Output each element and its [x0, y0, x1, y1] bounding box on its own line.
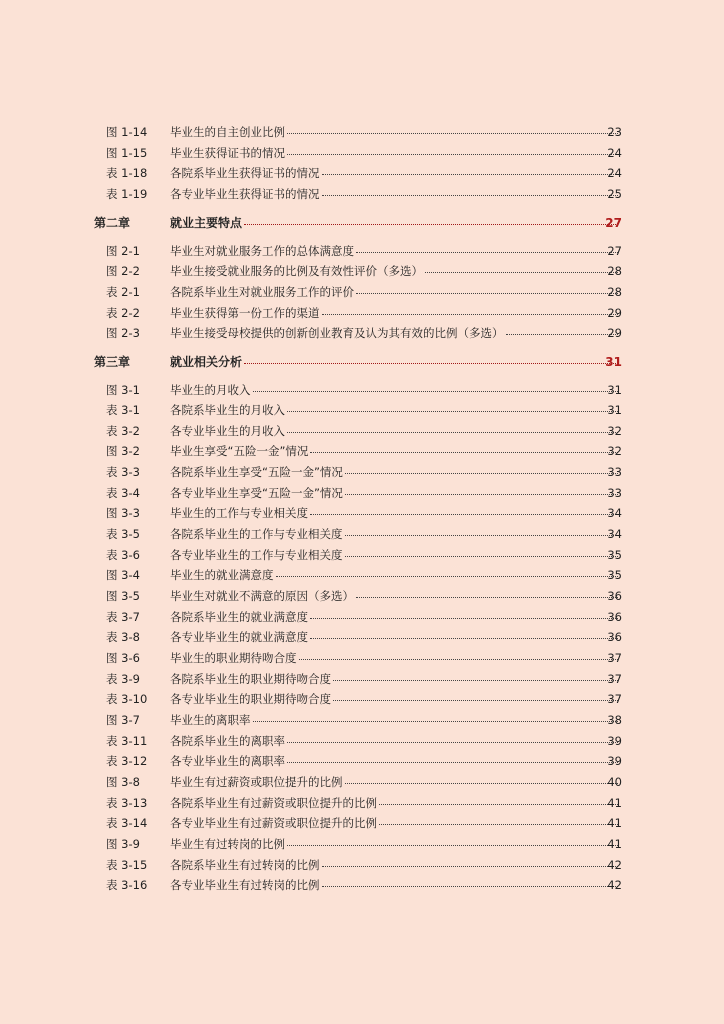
toc-entry-label: 表 3-2	[106, 424, 140, 438]
toc-entry-page: 29	[607, 326, 622, 340]
toc-entry-page: 40	[607, 775, 622, 789]
toc-entry-title: 各院系毕业生有过薪资或职位提升的比例	[170, 794, 620, 812]
toc-entry-page: 38	[607, 713, 622, 727]
toc-entry[interactable]	[0, 442, 724, 460]
toc-entry-label: 表 3-15	[106, 858, 148, 872]
toc-entry-page: 35	[607, 548, 622, 562]
toc-entry-title: 就业主要特点	[170, 214, 620, 232]
toc-entry[interactable]	[0, 164, 724, 182]
toc-entry[interactable]	[0, 185, 724, 203]
dot-leader	[299, 658, 619, 660]
toc-entry-page: 36	[607, 630, 622, 644]
toc-entry-title: 各专业毕业生的工作与专业相关度	[170, 546, 620, 564]
toc-entry[interactable]	[0, 304, 724, 322]
toc-entry-title: 各专业毕业生的离职率	[170, 752, 620, 770]
toc-entry-label: 表 3-8	[106, 630, 140, 644]
dot-leader	[287, 431, 618, 433]
toc-entry-title: 各院系毕业生享受“五险一金”情况	[170, 463, 620, 481]
dot-leader	[244, 223, 618, 225]
toc-entry-label: 图 3-2	[106, 444, 140, 458]
toc-entry-label: 表 3-7	[106, 610, 140, 624]
toc-entry-title: 各院系毕业生的离职率	[170, 732, 620, 750]
toc-entry-label: 表 3-6	[106, 548, 140, 562]
toc-entry[interactable]	[0, 144, 724, 162]
toc-entry-label: 图 2-1	[106, 244, 140, 258]
toc-entry-page: 32	[607, 424, 622, 438]
dot-leader	[310, 617, 618, 619]
dot-leader	[356, 292, 618, 294]
dot-leader	[345, 534, 619, 536]
toc-entry[interactable]	[0, 794, 724, 812]
toc-entry-label: 表 3-11	[106, 734, 148, 748]
toc-entry-label: 表 3-12	[106, 754, 148, 768]
toc-entry-title: 各院系毕业生的职业期待吻合度	[170, 670, 620, 688]
toc-entry[interactable]	[0, 587, 724, 605]
dot-leader	[322, 313, 619, 315]
dot-leader	[244, 362, 618, 364]
toc-entry[interactable]	[0, 566, 724, 584]
toc-entry-label: 表 3-9	[106, 672, 140, 686]
toc-entry-title: 毕业生接受就业服务的比例及有效性评价（多选）	[170, 262, 620, 280]
toc-entry-label: 图 2-2	[106, 264, 140, 278]
toc-entry-title: 毕业生的离职率	[170, 711, 620, 729]
toc-entry[interactable]	[0, 484, 724, 502]
toc-entry-title: 毕业生的自主创业比例	[170, 123, 620, 141]
toc-entry-label: 图 3-8	[106, 775, 140, 789]
toc-entry-title: 毕业生的工作与专业相关度	[170, 504, 620, 522]
dot-leader	[310, 637, 618, 639]
toc-entry[interactable]	[0, 262, 724, 280]
toc-entry-title: 毕业生获得证书的情况	[170, 144, 620, 162]
toc-entry-page: 36	[607, 589, 622, 603]
toc-entry-title: 各专业毕业生的月收入	[170, 422, 620, 440]
dot-leader	[356, 251, 618, 253]
toc-entry-page: 23	[607, 125, 622, 139]
dot-leader	[310, 513, 618, 515]
dot-leader	[506, 333, 619, 335]
dot-leader	[322, 885, 619, 887]
toc-entry-page: 33	[607, 486, 622, 500]
dot-leader	[345, 493, 618, 495]
toc-entry-label: 图 3-1	[106, 383, 140, 397]
dot-leader	[287, 741, 618, 743]
toc-entry-title: 各院系毕业生有过转岗的比例	[170, 856, 620, 874]
toc-entry[interactable]	[0, 814, 724, 832]
toc-entry[interactable]	[0, 123, 724, 141]
toc-entry-title: 各院系毕业生获得证书的情况	[170, 164, 620, 182]
dot-leader	[345, 472, 618, 474]
toc-entry[interactable]	[0, 856, 724, 874]
toc-entry-label: 表 3-1	[106, 403, 140, 417]
toc-entry-page: 42	[607, 858, 622, 872]
toc-entry-label: 表 3-5	[106, 527, 140, 541]
toc-entry-title: 毕业生的月收入	[170, 381, 620, 399]
toc-entry-label: 图 3-4	[106, 568, 140, 582]
toc-entry-label: 表 3-3	[106, 465, 140, 479]
toc-entry[interactable]	[0, 628, 724, 646]
dot-leader	[333, 679, 618, 681]
toc-entry-label: 图 3-3	[106, 506, 140, 520]
toc-entry-label: 表 3-14	[106, 816, 148, 830]
toc-entry[interactable]	[0, 283, 724, 301]
toc-entry-page: 28	[607, 264, 622, 278]
toc-entry-label: 图 2-3	[106, 326, 140, 340]
toc-entry-title: 各院系毕业生的工作与专业相关度	[170, 525, 620, 543]
toc-entry[interactable]	[0, 504, 724, 522]
toc-entry-page: 37	[607, 651, 622, 665]
toc-entry-page: 28	[607, 285, 622, 299]
toc-entry-page: 34	[607, 506, 622, 520]
dot-leader	[322, 865, 619, 867]
toc-entry-label: 表 2-2	[106, 306, 140, 320]
dot-leader	[345, 555, 619, 557]
toc-entry[interactable]	[0, 381, 724, 399]
toc-entry-page: 35	[607, 568, 622, 582]
toc-entry-label: 图 1-15	[106, 146, 148, 160]
toc-entry[interactable]	[0, 608, 724, 626]
toc-entry-label: 图 3-7	[106, 713, 140, 727]
toc-entry[interactable]	[0, 422, 724, 440]
dot-leader	[333, 699, 618, 701]
toc-entry-page: 31	[605, 355, 622, 369]
toc-entry-title: 各专业毕业生享受“五险一金”情况	[170, 484, 620, 502]
toc-entry-page: 25	[607, 187, 622, 201]
toc-entry-page: 36	[607, 610, 622, 624]
toc-entry[interactable]	[0, 773, 724, 791]
toc-entry-label: 图 3-5	[106, 589, 140, 603]
toc-entry-page: 42	[607, 878, 622, 892]
toc-entry-page: 39	[607, 734, 622, 748]
toc-entry-page: 37	[607, 692, 622, 706]
dot-leader	[322, 194, 619, 196]
toc-entry-title: 毕业生的就业满意度	[170, 566, 620, 584]
dot-leader	[425, 271, 618, 273]
dot-leader	[287, 761, 618, 763]
toc-entry-title: 各专业毕业生有过薪资或职位提升的比例	[170, 814, 620, 832]
toc-entry-page: 41	[607, 796, 622, 810]
toc-entry[interactable]	[0, 649, 724, 667]
toc-entry-page: 24	[607, 166, 622, 180]
toc-entry-label: 表 3-16	[106, 878, 148, 892]
dot-leader	[287, 153, 618, 155]
toc-entry[interactable]	[0, 752, 724, 770]
dot-leader	[356, 596, 618, 598]
toc-entry[interactable]	[0, 835, 724, 853]
toc-entry[interactable]	[0, 546, 724, 564]
toc-entry[interactable]	[0, 732, 724, 750]
toc-entry[interactable]	[0, 670, 724, 688]
toc-entry[interactable]	[0, 690, 724, 708]
toc-entry-page: 41	[607, 837, 622, 851]
toc-entry-page: 24	[607, 146, 622, 160]
toc-entry-title: 毕业生有过转岗的比例	[170, 835, 620, 853]
dot-leader	[276, 575, 619, 577]
toc-entry-title: 毕业生享受“五险一金”情况	[170, 442, 620, 460]
toc-entry-title: 各专业毕业生有过转岗的比例	[170, 876, 620, 894]
toc-entry-title: 各院系毕业生对就业服务工作的评价	[170, 283, 620, 301]
toc-entry-page: 39	[607, 754, 622, 768]
toc-entry-page: 33	[607, 465, 622, 479]
toc-entry-title: 毕业生接受母校提供的创新创业教育及认为其有效的比例（多选）	[170, 324, 620, 342]
dot-leader	[379, 823, 618, 825]
toc-entry-page: 31	[607, 403, 622, 417]
toc-chapter-entry[interactable]	[0, 353, 724, 371]
toc-entry-title: 各专业毕业生的就业满意度	[170, 628, 620, 646]
dot-leader	[253, 720, 619, 722]
toc-entry-label: 第二章	[94, 216, 131, 230]
toc-entry[interactable]	[0, 401, 724, 419]
toc-entry-label: 表 3-10	[106, 692, 148, 706]
toc-entry-title: 就业相关分析	[170, 353, 620, 371]
toc-entry[interactable]	[0, 242, 724, 260]
toc-chapter-entry[interactable]	[0, 214, 724, 232]
toc-entry-page: 31	[607, 383, 622, 397]
toc-entry-title: 毕业生获得第一份工作的渠道	[170, 304, 620, 322]
dot-leader	[379, 803, 618, 805]
toc-entry[interactable]	[0, 324, 724, 342]
toc-entry-page: 34	[607, 527, 622, 541]
toc-entry-label: 表 3-13	[106, 796, 148, 810]
toc-entry-page: 29	[607, 306, 622, 320]
toc-entry[interactable]	[0, 876, 724, 894]
toc-entry-title: 毕业生的职业期待吻合度	[170, 649, 620, 667]
toc-entry-label: 表 2-1	[106, 285, 140, 299]
toc-entry-label: 图 3-6	[106, 651, 140, 665]
dot-leader	[287, 844, 618, 846]
toc-entry-title: 毕业生有过薪资或职位提升的比例	[170, 773, 620, 791]
toc-entry-label: 表 1-18	[106, 166, 148, 180]
dot-leader	[310, 451, 618, 453]
toc-entry[interactable]	[0, 525, 724, 543]
toc-entry-page: 37	[607, 672, 622, 686]
toc-entry-label: 表 3-4	[106, 486, 140, 500]
toc-entry-page: 27	[605, 216, 622, 230]
dot-leader	[287, 132, 618, 134]
toc-entry-page: 41	[607, 816, 622, 830]
toc-entry-title: 毕业生对就业服务工作的总体满意度	[170, 242, 620, 260]
dot-leader	[345, 782, 619, 784]
toc-entry-page: 27	[607, 244, 622, 258]
toc-entry-title: 毕业生对就业不满意的原因（多选）	[170, 587, 620, 605]
toc-entry-label: 表 1-19	[106, 187, 148, 201]
toc-entry-title: 各专业毕业生的职业期待吻合度	[170, 690, 620, 708]
toc-entry-label: 图 1-14	[106, 125, 148, 139]
toc-entry-title: 各专业毕业生获得证书的情况	[170, 185, 620, 203]
toc-entry-label: 图 3-9	[106, 837, 140, 851]
dot-leader	[253, 390, 619, 392]
dot-leader	[322, 173, 619, 175]
toc-entry-page: 32	[607, 444, 622, 458]
toc-entry-title: 各院系毕业生的月收入	[170, 401, 620, 419]
dot-leader	[287, 410, 618, 412]
toc-entry[interactable]	[0, 711, 724, 729]
toc-entry-title: 各院系毕业生的就业满意度	[170, 608, 620, 626]
toc-entry[interactable]	[0, 463, 724, 481]
toc-entry-label: 第三章	[94, 355, 131, 369]
